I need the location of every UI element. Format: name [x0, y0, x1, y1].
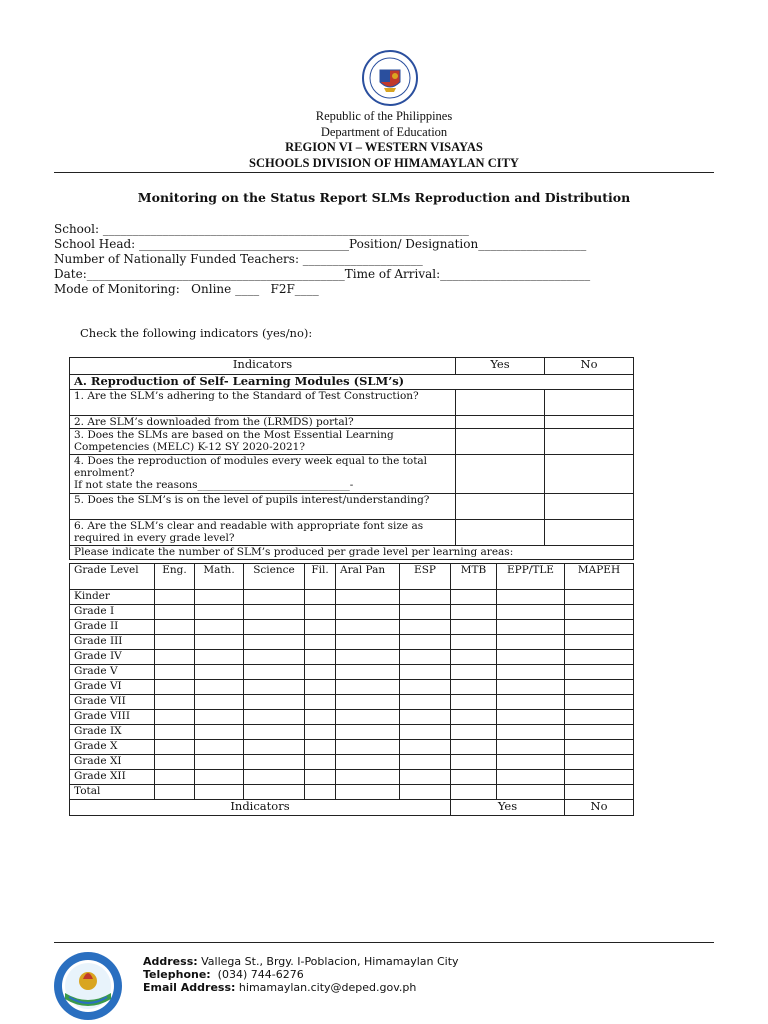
grade-count-cell[interactable] — [155, 725, 195, 740]
grade-count-cell[interactable] — [244, 680, 305, 695]
grade-count-cell[interactable] — [336, 755, 400, 770]
grade-count-cell[interactable] — [400, 590, 451, 605]
section-a-heading: A. Reproduction of Self- Learning Modules (SLM’s) — [70, 375, 634, 390]
grade-count-cell[interactable] — [155, 740, 195, 755]
grade-count-cell[interactable] — [305, 740, 336, 755]
grade-count-cell[interactable] — [336, 665, 400, 680]
grade-count-cell[interactable] — [497, 650, 565, 665]
indicator-4-text: 4. Does the reproduction of modules every week equal to the total enrolment? — [74, 455, 428, 479]
grade-count-cell[interactable] — [565, 725, 634, 740]
grade-count-cell[interactable] — [451, 785, 497, 800]
grade-count-cell[interactable] — [244, 710, 305, 725]
grade-count-cell[interactable] — [565, 605, 634, 620]
grade-count-cell[interactable] — [400, 650, 451, 665]
grade-count-cell[interactable] — [497, 605, 565, 620]
grade-count-cell[interactable] — [305, 665, 336, 680]
grade-count-cell[interactable] — [497, 590, 565, 605]
grade-row-label: Grade I — [70, 605, 155, 620]
indicator-2-no[interactable] — [545, 416, 634, 429]
indicator-5: 5. Does the SLM’s is on the level of pupils interest/understanding? — [70, 494, 456, 520]
grade-count-cell[interactable] — [244, 770, 305, 785]
grade-col-header: Math. — [195, 564, 244, 590]
grade-count-cell[interactable] — [336, 590, 400, 605]
grade-count-cell[interactable] — [155, 710, 195, 725]
grade-row-label: Grade III — [70, 635, 155, 650]
grade-count-cell[interactable] — [451, 680, 497, 695]
grade-count-cell[interactable] — [565, 785, 634, 800]
grade-col-header: Aral Pan — [336, 564, 400, 590]
indicator-1-yes[interactable] — [456, 390, 545, 416]
grade-count-cell[interactable] — [305, 725, 336, 740]
grade-count-cell[interactable] — [565, 665, 634, 680]
school-field[interactable]: School: _____________________________________________________________ — [54, 222, 469, 236]
grade-count-cell[interactable] — [400, 725, 451, 740]
grade-count-cell[interactable] — [336, 620, 400, 635]
grade-count-cell[interactable] — [155, 680, 195, 695]
address-value: Vallega St., Brgy. I-Poblacion, Himamaylan City — [197, 955, 459, 968]
grade-count-cell[interactable] — [565, 770, 634, 785]
grade-count-cell[interactable] — [565, 710, 634, 725]
grade-row — [70, 620, 634, 635]
division-logo — [53, 951, 123, 1021]
grade-row — [70, 650, 634, 665]
grade-count-cell[interactable] — [244, 605, 305, 620]
grade-row-label: Grade IX — [70, 725, 155, 740]
grade-count-cell[interactable] — [244, 755, 305, 770]
grade-row-label: Grade II — [70, 620, 155, 635]
grade-row — [70, 770, 634, 785]
grade-count-cell[interactable] — [400, 770, 451, 785]
grade-count-cell[interactable] — [155, 665, 195, 680]
indicator-2-yes[interactable] — [456, 416, 545, 429]
grade-count-cell[interactable] — [451, 635, 497, 650]
grade-count-cell[interactable] — [155, 755, 195, 770]
grade-count-cell[interactable] — [497, 665, 565, 680]
grade-count-cell[interactable] — [155, 590, 195, 605]
grade-row-label: Grade V — [70, 665, 155, 680]
grade-count-cell[interactable] — [565, 635, 634, 650]
grade-count-cell[interactable] — [565, 740, 634, 755]
grade-count-cell[interactable] — [195, 620, 244, 635]
grade-count-cell[interactable] — [305, 755, 336, 770]
grade-count-cell[interactable] — [497, 635, 565, 650]
grade-count-cell[interactable] — [451, 755, 497, 770]
indicators-table — [69, 357, 634, 560]
grade-count-cell[interactable] — [451, 590, 497, 605]
grade-count-cell[interactable] — [195, 710, 244, 725]
grade-row — [70, 725, 634, 740]
grade-row — [70, 605, 634, 620]
indicator-3-no[interactable] — [545, 429, 634, 455]
grade-count-cell[interactable] — [336, 725, 400, 740]
bottom-no-label: No — [565, 800, 634, 816]
grade-count-cell[interactable] — [565, 680, 634, 695]
grade-row — [70, 590, 634, 605]
header-division: SCHOOLS DIVISION OF HIMAMAYLAN CITY — [249, 156, 519, 170]
grade-count-cell[interactable] — [336, 680, 400, 695]
grade-count-cell[interactable] — [451, 770, 497, 785]
grade-count-cell[interactable] — [400, 785, 451, 800]
grade-count-cell[interactable] — [244, 785, 305, 800]
grade-count-cell[interactable] — [451, 695, 497, 710]
grade-count-cell[interactable] — [400, 620, 451, 635]
grade-count-cell[interactable] — [195, 680, 244, 695]
indicator-4-yes[interactable] — [456, 455, 545, 494]
grade-count-cell[interactable] — [155, 605, 195, 620]
school-head-field[interactable]: School Head: ___________________________________Position/ Designation__________________ — [54, 237, 587, 251]
grade-row-label: Grade X — [70, 740, 155, 755]
grade-row-label: Grade XII — [70, 770, 155, 785]
indicator-6: 6. Are the SLM’s clear and readable with appropriate font size as required in every grade level? — [70, 520, 456, 546]
grade-count-cell[interactable] — [195, 770, 244, 785]
grade-count-cell[interactable] — [497, 740, 565, 755]
grade-row — [70, 740, 634, 755]
grade-count-cell[interactable] — [336, 785, 400, 800]
grade-count-cell[interactable] — [305, 650, 336, 665]
grade-count-cell[interactable] — [305, 770, 336, 785]
grade-col-header: Science — [244, 564, 305, 590]
grade-count-cell[interactable] — [305, 695, 336, 710]
teachers-count-field[interactable]: Number of Nationally Funded Teachers: ____________________ — [54, 252, 423, 266]
grade-instruction: Please indicate the number of SLM’s produced per grade level per learning areas: — [70, 546, 634, 560]
grade-row-label: Kinder — [70, 590, 155, 605]
grade-col-header: Eng. — [155, 564, 195, 590]
indicator-4-reasons[interactable]: If not state the reasons_____________________________- — [74, 479, 354, 491]
grade-count-cell[interactable] — [244, 635, 305, 650]
grade-row-label: Grade VI — [70, 680, 155, 695]
footer-divider — [54, 942, 714, 943]
indicator-5-yes[interactable] — [456, 494, 545, 520]
indicator-4-no[interactable] — [545, 455, 634, 494]
grade-count-cell[interactable] — [195, 695, 244, 710]
grade-count-cell[interactable] — [497, 785, 565, 800]
no-header: No — [545, 358, 634, 375]
grade-count-cell[interactable] — [497, 770, 565, 785]
header-department: Department of Education — [320, 125, 448, 139]
grade-row — [70, 785, 634, 800]
grade-row-label: Grade IV — [70, 650, 155, 665]
grade-row — [70, 680, 634, 695]
grade-count-cell[interactable] — [155, 620, 195, 635]
grade-count-cell[interactable] — [400, 710, 451, 725]
indicator-1-no[interactable] — [545, 390, 634, 416]
grade-count-cell[interactable] — [195, 725, 244, 740]
grade-col-header: ESP — [400, 564, 451, 590]
grade-count-cell[interactable] — [565, 620, 634, 635]
indicator-1: 1. Are the SLM’s adhering to the Standard of Test Construction? — [70, 390, 456, 416]
grade-count-cell[interactable] — [336, 650, 400, 665]
grade-count-cell[interactable] — [565, 755, 634, 770]
mode-of-monitoring-field[interactable]: Mode of Monitoring: Online ____ F2F____ — [54, 282, 319, 296]
grade-count-cell[interactable] — [244, 740, 305, 755]
grade-count-cell[interactable] — [195, 635, 244, 650]
grade-count-cell[interactable] — [451, 620, 497, 635]
grade-count-cell[interactable] — [305, 785, 336, 800]
indicator-4 — [70, 455, 456, 494]
grade-count-cell[interactable] — [244, 725, 305, 740]
check-instruction: Check the following indicators (yes/no): — [80, 326, 313, 340]
grade-count-cell[interactable] — [400, 740, 451, 755]
grade-count-cell[interactable] — [497, 725, 565, 740]
header-region: REGION VI – WESTERN VISAYAS — [285, 140, 483, 154]
grade-count-cell[interactable] — [195, 740, 244, 755]
grade-row — [70, 755, 634, 770]
grade-count-cell[interactable] — [336, 740, 400, 755]
grade-count-cell[interactable] — [400, 695, 451, 710]
grade-count-cell[interactable] — [497, 620, 565, 635]
grade-count-cell[interactable] — [195, 605, 244, 620]
grade-count-cell[interactable] — [565, 590, 634, 605]
deped-seal-logo — [362, 50, 418, 106]
grade-count-cell[interactable] — [565, 695, 634, 710]
grade-count-cell[interactable] — [155, 770, 195, 785]
grade-row — [70, 695, 634, 710]
grade-col-header: Fil. — [305, 564, 336, 590]
grade-count-cell[interactable] — [497, 680, 565, 695]
email-label: Email Address: — [143, 981, 236, 994]
grade-count-cell[interactable] — [155, 785, 195, 800]
grade-col-header: MAPEH — [565, 564, 634, 590]
form-title: Monitoring on the Status Report SLMs Reproduction and Distribution — [137, 190, 631, 205]
date-time-field[interactable]: Date:___________________________________________Time of Arrival:_________________________ — [54, 267, 591, 281]
grade-count-cell[interactable] — [305, 605, 336, 620]
header-divider — [54, 172, 714, 173]
indicators-header: Indicators — [70, 358, 456, 375]
grade-count-cell[interactable] — [451, 665, 497, 680]
grade-count-cell[interactable] — [336, 605, 400, 620]
indicator-2: 2. Are SLM’s downloaded from the (LRMDS) portal? — [70, 416, 456, 429]
grade-count-cell[interactable] — [244, 620, 305, 635]
grade-count-cell[interactable] — [305, 710, 336, 725]
grade-count-cell[interactable] — [336, 695, 400, 710]
grade-count-cell[interactable] — [400, 605, 451, 620]
yes-header: Yes — [456, 358, 545, 375]
grade-count-cell[interactable] — [195, 785, 244, 800]
indicator-3: 3. Does the SLMs are based on the Most Essential Learning Competencies (MELC) K-12 SY 2020-2021? — [70, 429, 456, 455]
grade-count-cell[interactable] — [244, 695, 305, 710]
grade-count-cell[interactable] — [451, 605, 497, 620]
grade-count-cell[interactable] — [195, 665, 244, 680]
grade-col-header: Grade Level — [70, 564, 155, 590]
email-value[interactable]: himamaylan.city@deped.gov.ph — [235, 981, 417, 994]
grade-count-cell[interactable] — [155, 650, 195, 665]
grade-count-cell[interactable] — [195, 650, 244, 665]
indicator-6-yes[interactable] — [456, 520, 545, 546]
grade-count-cell[interactable] — [497, 710, 565, 725]
grade-row — [70, 665, 634, 680]
indicator-6-no[interactable] — [545, 520, 634, 546]
grade-count-cell[interactable] — [451, 725, 497, 740]
grade-count-cell[interactable] — [336, 770, 400, 785]
grade-count-cell[interactable] — [497, 695, 565, 710]
indicator-3-yes[interactable] — [456, 429, 545, 455]
grade-row-label: Grade VIII — [70, 710, 155, 725]
grade-count-cell[interactable] — [244, 665, 305, 680]
grade-col-header: MTB — [451, 564, 497, 590]
header-republic: Republic of the Philippines — [315, 109, 453, 123]
grade-count-cell[interactable] — [451, 650, 497, 665]
bottom-yes-label: Yes — [451, 800, 565, 816]
grade-count-cell[interactable] — [451, 710, 497, 725]
grade-row-label: Grade XI — [70, 755, 155, 770]
grade-count-cell[interactable] — [400, 665, 451, 680]
grade-count-cell[interactable] — [305, 680, 336, 695]
grade-count-cell[interactable] — [451, 740, 497, 755]
grade-count-cell[interactable] — [244, 650, 305, 665]
grade-count-cell[interactable] — [195, 755, 244, 770]
grade-row — [70, 635, 634, 650]
grade-row-label: Grade VII — [70, 695, 155, 710]
grade-row-label: Total — [70, 785, 155, 800]
grade-count-cell[interactable] — [195, 590, 244, 605]
grade-row — [70, 710, 634, 725]
indicator-5-no[interactable] — [545, 494, 634, 520]
grade-count-cell[interactable] — [497, 755, 565, 770]
grade-count-cell[interactable] — [305, 635, 336, 650]
grade-count-cell[interactable] — [305, 590, 336, 605]
grade-count-cell[interactable] — [565, 650, 634, 665]
grade-count-cell[interactable] — [400, 635, 451, 650]
address-label: Address: — [143, 955, 198, 968]
grade-level-table — [69, 563, 634, 816]
footer-email — [143, 980, 416, 995]
telephone-value: (034) 744-6276 — [210, 968, 304, 981]
grade-count-cell[interactable] — [400, 680, 451, 695]
grade-count-cell[interactable] — [400, 755, 451, 770]
grade-count-cell[interactable] — [336, 710, 400, 725]
grade-col-header: EPP/TLE — [497, 564, 565, 590]
bottom-indicators-label: Indicators — [70, 800, 451, 816]
telephone-label: Telephone: — [143, 968, 211, 981]
grade-count-cell[interactable] — [244, 590, 305, 605]
grade-count-cell[interactable] — [305, 620, 336, 635]
grade-count-cell[interactable] — [155, 635, 195, 650]
grade-count-cell[interactable] — [336, 635, 400, 650]
grade-count-cell[interactable] — [155, 695, 195, 710]
